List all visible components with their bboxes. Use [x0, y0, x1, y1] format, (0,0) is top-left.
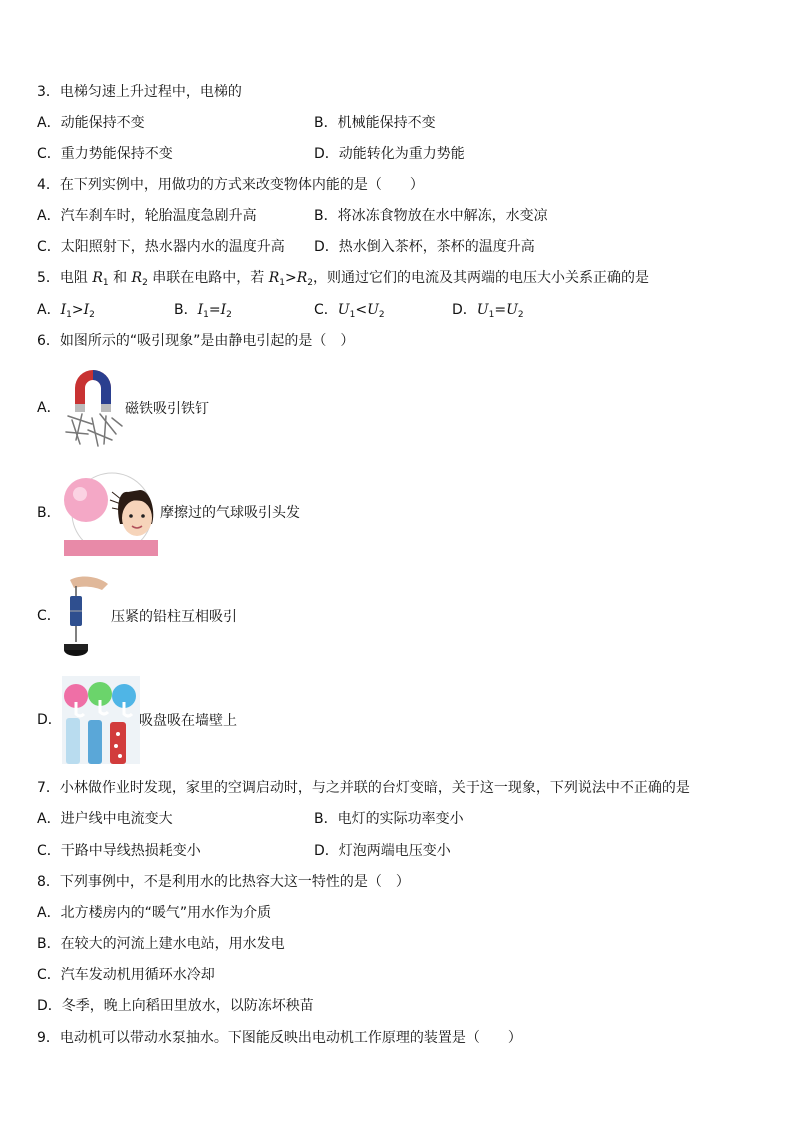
q6-option-a-letter: A． — [37, 400, 61, 416]
q6-option-d-caption: 吸盘吸在墙壁上 — [139, 713, 237, 729]
q7-stem: 7．小林做作业时发现，家里的空调启动时，与之并联的台灯变暗，关于这一现象，下列说法中不正确的是 — [37, 780, 690, 796]
q7-option-c: C．干路中导线热损耗变小 — [37, 843, 201, 859]
q8-stem: 8．下列事例中，不是利用水的比热容大这一特性的是（ ） — [37, 874, 410, 890]
q9-stem: 9．电动机可以带动水泵抽水。下图能反映出电动机工作原理的装置是（ ） — [37, 1030, 522, 1046]
q5-option-b: B．$I_1=I_2$ — [174, 302, 232, 320]
lead-cylinders-image — [62, 574, 114, 662]
q7-option-d: D．灯泡两端电压变小 — [314, 843, 451, 859]
q6-option-b-caption: 摩擦过的气球吸引头发 — [160, 505, 300, 521]
q4-option-c: C．太阳照射下，热水器内水的温度升高 — [37, 239, 285, 255]
q6-option-c-caption: 压紧的铅柱互相吸引 — [111, 609, 237, 625]
q3-option-d: D．动能转化为重力势能 — [314, 146, 465, 162]
balloon-girl-image — [62, 470, 160, 556]
q4-stem: 4．在下列实例中，用做功的方式来改变物体内能的是（ ） — [37, 177, 424, 193]
q8-option-b: B．在较大的河流上建水电站，用水发电 — [37, 936, 285, 952]
q4-option-b: B．将冰冻食物放在水中解冻，水变凉 — [314, 208, 548, 224]
q7-option-a: A．进户线中电流变大 — [37, 811, 173, 827]
q4-option-d: D．热水倒入茶杯，茶杯的温度升高 — [314, 239, 535, 255]
q8-option-a: A．北方楼房内的“暖气”用水作为介质 — [37, 905, 272, 921]
q7-option-b: B．电灯的实际功率变小 — [314, 811, 464, 827]
q6-option-d-letter: D． — [37, 712, 62, 728]
q8-option-d: D．冬季，晚上向稻田里放水，以防冻坏秧苗 — [37, 998, 314, 1014]
q6-option-c-letter: C． — [37, 608, 61, 624]
q6-option-a-caption: 磁铁吸引铁钉 — [125, 401, 209, 417]
q8-option-c: C．汽车发动机用循环水冷却 — [37, 967, 215, 983]
q4-option-a: A．汽车刹车时，轮胎温度急剧升高 — [37, 208, 257, 224]
q5-option-a: A．$I_1>I_2$ — [37, 302, 95, 320]
q5-option-c: C．$U_1<U_2$ — [314, 302, 385, 320]
q3-option-c: C．重力势能保持不变 — [37, 146, 173, 162]
q3-option-a: A．动能保持不变 — [37, 115, 145, 131]
q6-option-b-letter: B． — [37, 505, 61, 521]
q5-stem: 5．电阻 $R_1$ 和 $R_2$ 串联在电路中，若 $R_1>R_2$，则通过它们的电流及其两端的电压大小关系正确的是 — [37, 270, 650, 288]
q3-option-b: B．机械能保持不变 — [314, 115, 436, 131]
magnet-nails-image — [62, 364, 124, 450]
suction-cups-image — [62, 676, 140, 764]
q5-option-d: D．$U_1=U_2$ — [452, 302, 524, 320]
q6-stem: 6．如图所示的“吸引现象”是由静电引起的是（ ） — [37, 333, 355, 349]
q3-stem: 3．电梯匀速上升过程中，电梯的 — [37, 84, 242, 100]
